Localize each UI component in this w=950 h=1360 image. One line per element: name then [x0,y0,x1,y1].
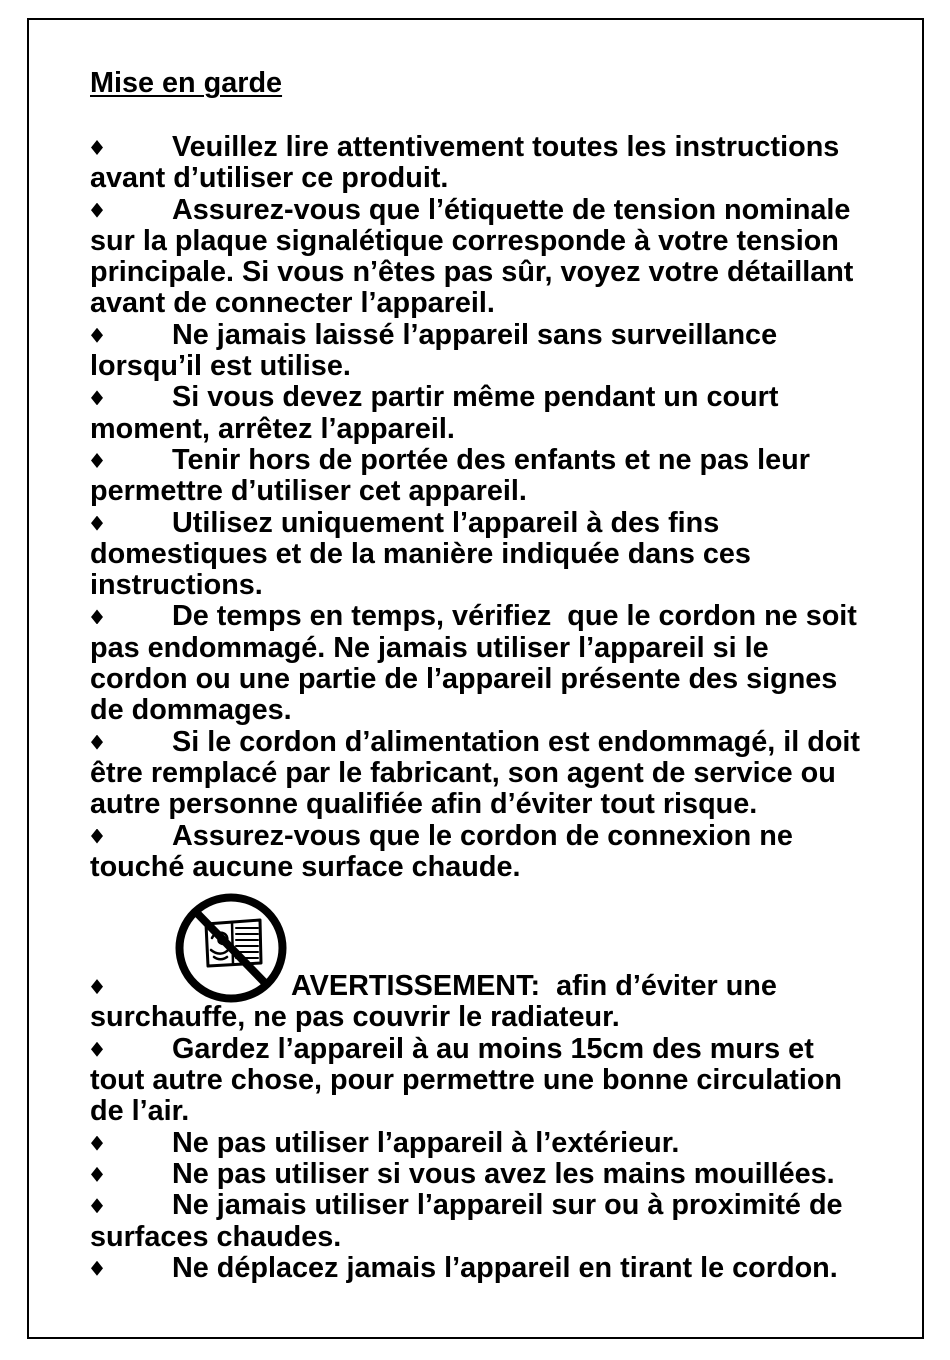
instruction-item [90,320,890,383]
instruction-item [90,727,890,821]
item-line: être remplacé par le fabricant, son agent de service ou [90,756,836,789]
bullet-diamond-icon [91,390,103,405]
instructions-list [90,132,890,1284]
item-text: Assurez-vous que le cordon de connexion ne [172,819,793,852]
item-first-line [90,821,890,852]
bullet-diamond-icon [91,140,103,155]
item-line: de l’air. [90,1095,190,1128]
item-first-line [90,1190,890,1221]
warning-item [90,971,890,1034]
item-text: Veuillez lire attentivement toutes les instructions [172,131,840,163]
bullet-diamond-icon [91,1042,103,1057]
bullet-diamond-icon [91,1136,103,1151]
bullet-diamond-icon [91,328,103,343]
item-text: Ne jamais laissé l’appareil sans surveillance [172,318,778,351]
instruction-item [90,508,890,602]
do-not-cover-icon [175,893,287,1003]
bullet-diamond-icon [91,609,103,624]
item-line: de dommages. [90,694,292,727]
item-text: Ne jamais utiliser l’appareil sur ou à proximité de [172,1189,843,1222]
item-first-line [90,1128,890,1159]
item-line: autre personne qualifiée afin d’éviter tout risque. [90,788,758,821]
item-line: avant d’utiliser ce produit. [90,162,449,195]
instruction-item [90,1190,890,1253]
item-first-line [90,445,890,476]
item-line: pas endommagé. Ne jamais utiliser l’appareil si le [90,631,769,664]
item-line: cordon ou une partie de l’appareil présente des signes [90,663,838,696]
item-text: Si le cordon d’alimentation est endommagé, il doit [172,725,861,758]
item-text: Gardez l’appareil à au moins 15cm des murs et [172,1032,814,1065]
instruction-item [90,601,890,726]
instruction-item [90,1128,890,1159]
item-first-line [90,508,890,539]
item-first-line [90,195,890,226]
item-line: surfaces chaudes. [90,1220,342,1253]
instruction-item [90,132,890,195]
item-line: sur la plaque signalétique corresponde à votre tension [90,224,839,257]
instruction-item [90,445,890,508]
item-line: touché aucune surface chaude. [90,850,521,883]
bullet-diamond-icon [91,203,103,218]
item-line: permettre d’utiliser cet appareil. [90,475,527,508]
instruction-item [90,1159,890,1190]
warning-text: AVERTISSEMENT: afin d’éviter une [291,970,777,1003]
bullet-diamond-icon [91,1167,103,1182]
item-line: lorsqu’il est utilise. [90,350,351,383]
item-first-line [90,1159,890,1190]
instruction-item [90,1034,890,1128]
item-line: moment, arrêtez l’appareil. [90,412,455,445]
item-first-line [90,727,890,758]
item-text: Ne déplacez jamais l’appareil en tirant le cordon. [172,1251,838,1284]
item-text: Si vous devez partir même pendant un court [172,381,779,414]
item-line: surchauffe, ne pas couvrir le radiateur. [90,1001,620,1034]
item-line: principale. Si vous n’êtes pas sûr, voyez votre détaillant [90,256,854,289]
item-first-line [90,382,890,413]
bullet-diamond-icon [91,1198,103,1213]
item-text: Assurez-vous que l’étiquette de tension nominale [172,193,851,226]
item-text: Ne pas utiliser si vous avez les mains mouillées. [172,1157,835,1190]
item-first-line [90,601,890,632]
item-first-line [90,1253,890,1284]
item-line: domestiques et de la manière indiquée dans ces [90,537,751,570]
item-text: De temps en temps, vérifiez que le cordon ne soit [172,600,857,633]
instruction-item [90,382,890,445]
bullet-diamond-icon [91,516,103,531]
bullet-diamond-icon [91,735,103,750]
item-line: instructions. [90,569,263,602]
bullet-diamond-icon [91,453,103,468]
item-first-line [90,971,890,1002]
instruction-item [90,195,890,320]
item-first-line [90,1034,890,1065]
bullet-diamond-icon [91,829,103,844]
instruction-item [90,821,890,884]
item-first-line [90,320,890,351]
item-line: tout autre chose, pour permettre une bonne circulation [90,1064,843,1097]
bullet-diamond-icon [91,979,103,994]
item-line: avant de connecter l’appareil. [90,287,495,320]
item-text: Utilisez uniquement l’appareil à des fins [172,506,720,539]
item-text: Ne pas utiliser l’appareil à l’extérieur. [172,1126,680,1159]
item-text: Tenir hors de portée des enfants et ne pas leur [172,443,810,476]
instruction-item [90,1253,890,1284]
item-first-line [90,132,890,163]
bullet-diamond-icon [91,1261,103,1276]
section-title: Mise en garde [90,67,283,99]
